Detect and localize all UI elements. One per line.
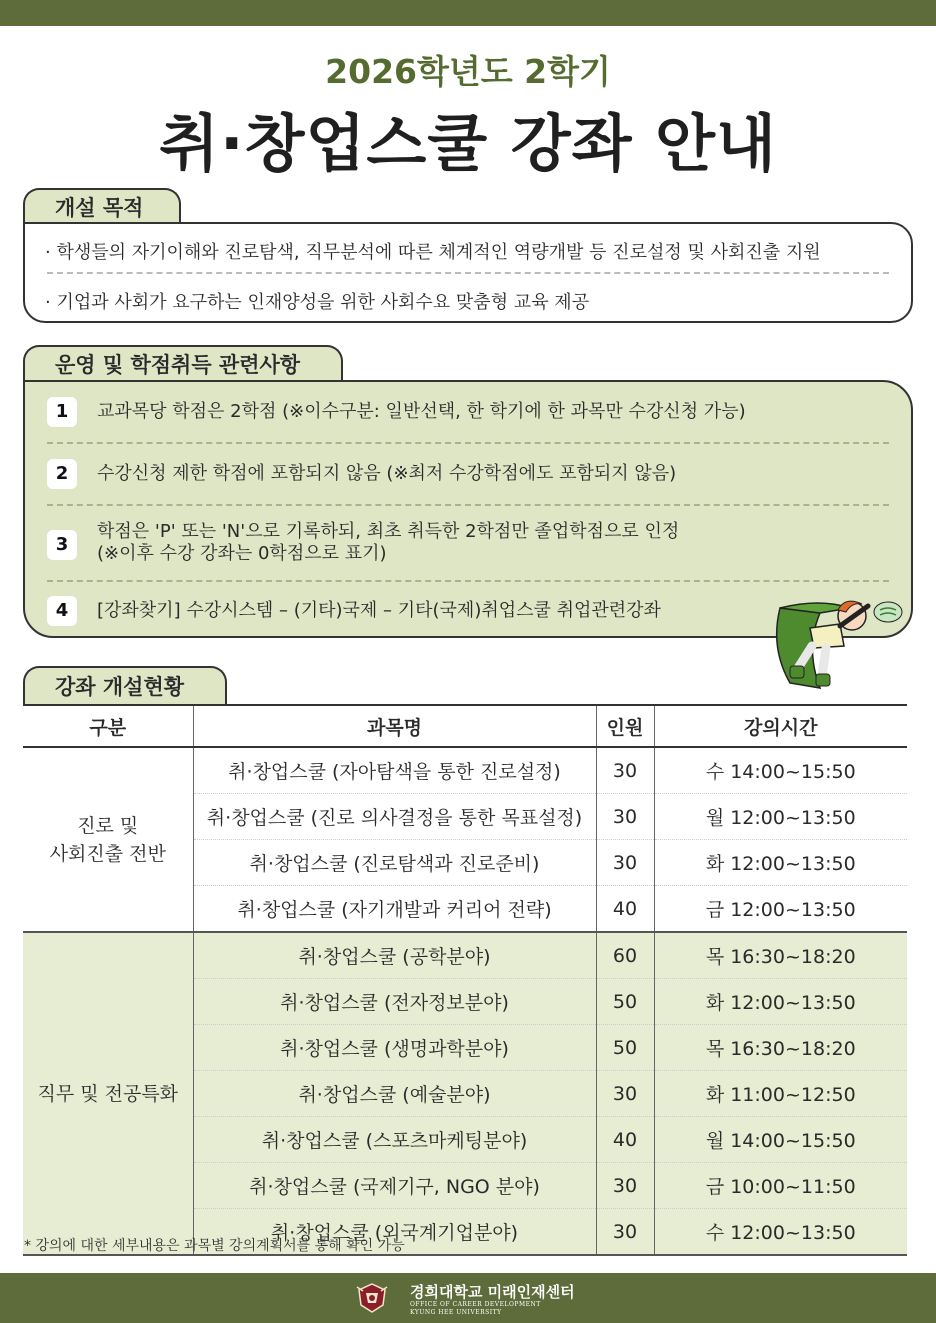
course-time: 금 10:00~11:50	[654, 1163, 907, 1209]
purpose-item: · 학생들의 자기이해와 진로탐색, 직무분석에 따른 체계적인 역량개발 등 진로설정 및 사회진출 지원	[45, 242, 821, 263]
category-cell	[23, 932, 193, 1255]
purpose-tab: 개설 목적	[23, 188, 181, 224]
course-name: 취·창업스쿨 (스포츠마케팅분야)	[193, 1117, 596, 1163]
column-header-category: 구분	[23, 705, 193, 747]
purpose-item: · 기업과 사회가 요구하는 인재양성을 위한 사회수요 맞춤형 교육 제공	[45, 292, 590, 313]
course-capacity: 50	[596, 1025, 654, 1071]
purpose-box	[23, 222, 913, 323]
table-header-row	[23, 705, 907, 747]
course-name: 취·창업스쿨 (자아탐색을 통한 진로설정)	[193, 747, 596, 794]
table-row	[23, 932, 907, 979]
course-time: 금 12:00~13:50	[654, 886, 907, 933]
operation-item-text: 학점은 'P' 또는 'N'으로 기록하되, 최초 취득한 2학점만 졸업학점으로 인정	[97, 521, 680, 542]
operation-item-text: 수강신청 제한 학점에 포함되지 않음 (※최저 수강학점에도 포함되지 않음)	[97, 463, 677, 484]
course-name: 취·창업스쿨 (전자정보분야)	[193, 979, 596, 1025]
course-name: 취·창업스쿨 (공학분야)	[193, 932, 596, 979]
column-header-time: 강의시간	[654, 705, 907, 747]
category-label: 직무 및 전공특화	[37, 1082, 179, 1105]
table-row	[23, 747, 907, 794]
course-capacity: 30	[596, 747, 654, 794]
item-number: 2	[47, 459, 77, 489]
course-time: 화 12:00~13:50	[654, 840, 907, 886]
page-subtitle: 2026학년도 2학기	[325, 52, 611, 91]
course-capacity: 30	[596, 1071, 654, 1117]
footnote: * 강의에 대한 세부내용은 과목별 강의계획서를 통해 확인 가능	[24, 1238, 405, 1254]
courses-tab: 강좌 개설현황	[23, 666, 227, 704]
item-number: 3	[47, 530, 77, 560]
course-time: 월 12:00~13:50	[654, 794, 907, 840]
org-name-english: KYUNG HEE UNIVERSITY	[410, 1309, 502, 1316]
course-table	[23, 704, 907, 1256]
course-name: 취·창업스쿨 (외국계기업분야)	[193, 1209, 596, 1256]
operation-item-text: 교과목당 학점은 2학점 (※이수구분: 일반선택, 한 학기에 한 과목만 수강신청 가능)	[97, 401, 746, 422]
course-capacity: 60	[596, 932, 654, 979]
page-title: 취·창업스쿨 강좌 안내	[159, 107, 777, 180]
course-capacity: 30	[596, 840, 654, 886]
course-time: 목 16:30~18:20	[654, 932, 907, 979]
column-header-capacity: 인원	[596, 705, 654, 747]
course-time: 월 14:00~15:50	[654, 1117, 907, 1163]
course-time: 목 16:30~18:20	[654, 1025, 907, 1071]
org-name-english: OFFICE OF CAREER DEVELOPMENT	[410, 1301, 541, 1308]
course-capacity: 30	[596, 1163, 654, 1209]
org-name: 경희대학교 미래인재센터	[410, 1283, 575, 1301]
category-label: 진로 및	[77, 814, 139, 837]
course-capacity: 50	[596, 979, 654, 1025]
university-crest-icon	[354, 1281, 390, 1315]
course-time: 화 11:00~12:50	[654, 1071, 907, 1117]
operation-item-subtext: (※이후 수강 강좌는 0학점으로 표기)	[97, 543, 387, 564]
course-time: 화 12:00~13:50	[654, 979, 907, 1025]
course-capacity: 40	[596, 886, 654, 933]
course-name: 취·창업스쿨 (예술분야)	[193, 1071, 596, 1117]
course-capacity: 30	[596, 794, 654, 840]
divider	[47, 580, 889, 582]
category-label: 사회진출 전반	[49, 842, 166, 865]
item-number: 1	[47, 397, 77, 427]
course-capacity: 40	[596, 1117, 654, 1163]
course-name: 취·창업스쿨 (국제기구, NGO 분야)	[193, 1163, 596, 1209]
course-name: 취·창업스쿨 (생명과학분야)	[193, 1025, 596, 1071]
divider	[47, 272, 889, 274]
flying-hero-illustration	[760, 588, 910, 698]
column-header-name: 과목명	[193, 705, 596, 747]
top-bar	[0, 0, 936, 26]
course-name: 취·창업스쿨 (진로 의사결정을 통한 목표설정)	[193, 794, 596, 840]
course-time: 수 14:00~15:50	[654, 747, 907, 794]
operation-tab: 운영 및 학점취득 관련사항	[23, 345, 343, 381]
item-number: 4	[47, 596, 77, 626]
course-capacity: 30	[596, 1209, 654, 1256]
operation-item-text: [강좌찾기] 수강시스템 – (기타)국제 – 기타(국제)취업스쿨 취업관련강좌	[97, 600, 661, 621]
divider	[47, 504, 889, 506]
divider	[47, 442, 889, 444]
course-name: 취·창업스쿨 (진로탐색과 진로준비)	[193, 840, 596, 886]
course-time: 수 12:00~13:50	[654, 1209, 907, 1256]
course-name: 취·창업스쿨 (자기개발과 커리어 전략)	[193, 886, 596, 933]
category-cell	[23, 747, 193, 932]
